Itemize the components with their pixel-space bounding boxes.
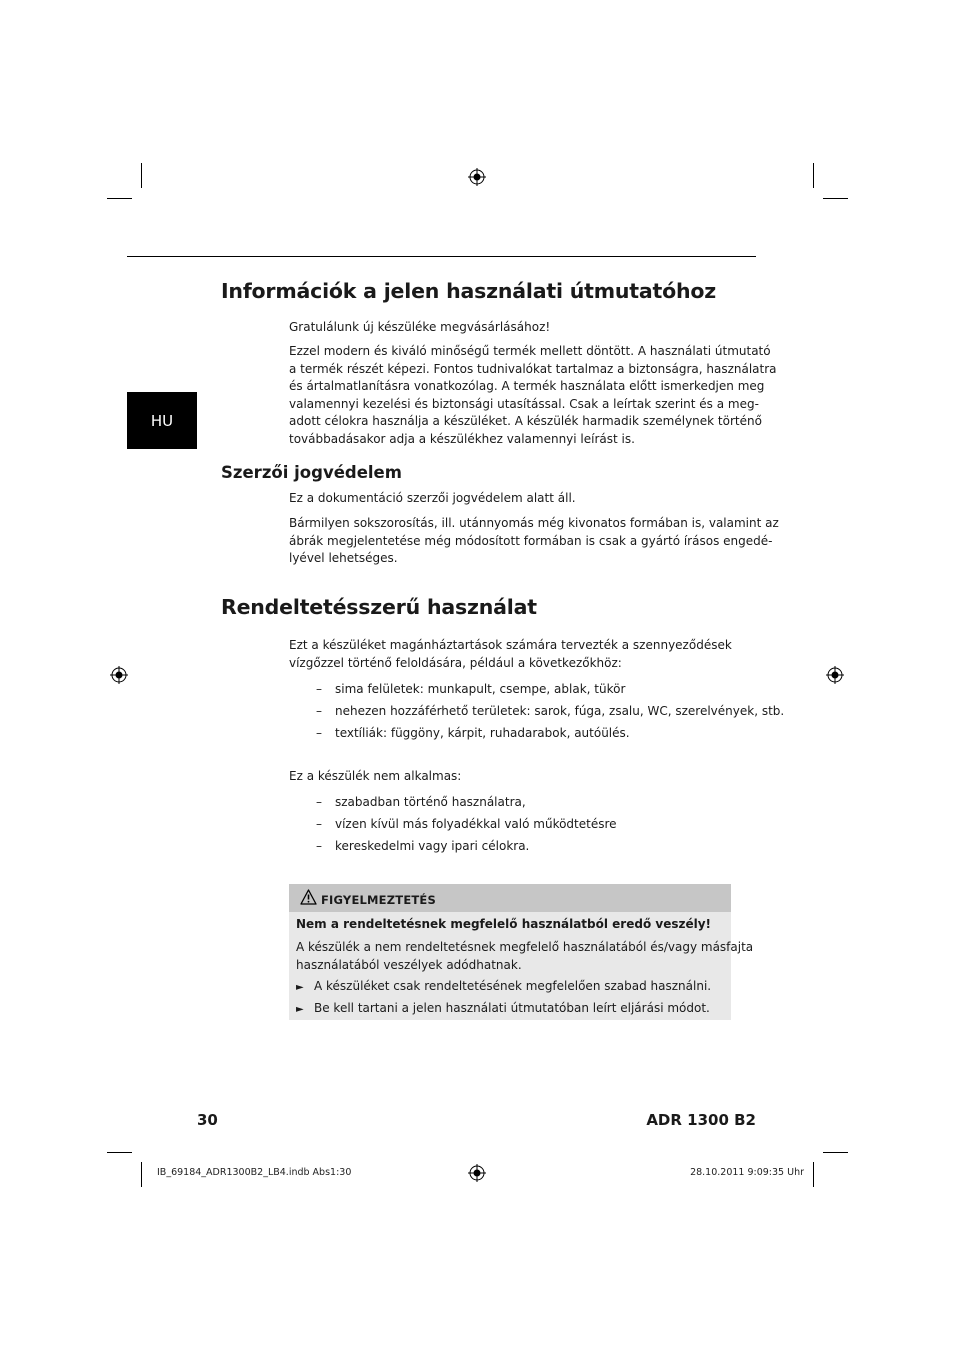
paragraph: Gratulálunk új készüléke megvásárlásához! — [289, 320, 551, 334]
registration-mark-icon — [468, 1164, 486, 1182]
warning-hazard-line: Nem a rendeltetésnek megfelelő használatból eredő veszély! — [296, 917, 712, 931]
crop-mark — [107, 1152, 132, 1153]
text-line: ábrák megjelentetése még módosított formában is csak a gyártó írásos engedé- — [289, 533, 773, 548]
paragraph: Ez a készülék nem alkalmas: — [289, 769, 462, 783]
warning-text-line: használatából veszélyek adódhatnak. — [296, 958, 522, 972]
paragraph: Ez a dokumentáció szerzői jogvédelem alatt áll. — [289, 491, 576, 505]
text-line: vízgőzzel történő feloldására, például a következőkhöz: — [289, 655, 622, 670]
section-heading-info: Információk a jelen használati útmutatóhoz — [221, 279, 717, 303]
crop-mark — [107, 198, 132, 199]
list-item-text: vízen kívül más folyadékkal való működtetésre — [335, 817, 617, 831]
paragraph — [289, 515, 779, 568]
dash-marker: – — [316, 817, 322, 831]
model-name: ADR 1300 B2 — [646, 1111, 756, 1129]
list-item — [316, 681, 625, 699]
list-item — [316, 838, 529, 856]
registration-mark-icon — [468, 168, 486, 186]
warning-triangle-icon — [300, 889, 317, 905]
dash-marker: – — [316, 682, 322, 696]
warning-action — [296, 979, 711, 993]
list-item — [316, 703, 784, 721]
arrow-marker: ► — [296, 1004, 304, 1015]
text-line: és ártalmatlanításra vonatkozólag. A termék használata előtt ismerkedjen meg — [289, 379, 765, 393]
crop-mark — [813, 1162, 814, 1187]
crop-mark — [823, 1152, 848, 1153]
list-item-text: szabadban történő használatra, — [335, 795, 526, 809]
header-rule — [127, 256, 756, 257]
print-slug-date: 28.10.2011 9:09:35 Uhr — [690, 1167, 804, 1178]
warning-label: FIGYELMEZTETÉS — [321, 893, 436, 907]
list-item — [316, 794, 526, 812]
language-tab: HU — [127, 392, 197, 449]
text-line: Bármilyen sokszorosítás, ill. utánnyomás még kivonatos formában is, valamint az — [289, 516, 779, 530]
text-line: valamennyi kezelési és biztonsági utasítással. Csak a leírtak szerint és a meg- — [289, 396, 759, 411]
text-line: Ezt a készüléket magánháztartások számára tervezték a szennyeződések — [289, 638, 732, 652]
list-item-text: textíliák: függöny, kárpit, ruhadarabok, autóülés. — [335, 726, 630, 740]
registration-mark-icon — [826, 666, 844, 684]
warning-action-text: Be kell tartani a jelen használati útmutatóban leírt eljárási módot. — [314, 1001, 710, 1015]
crop-mark — [813, 163, 814, 188]
warning-action — [296, 1001, 710, 1015]
registration-mark-icon — [110, 666, 128, 684]
arrow-marker: ► — [296, 982, 304, 993]
list-item-text: sima felületek: munkapult, csempe, ablak, tükör — [335, 682, 626, 696]
crop-mark — [141, 163, 142, 188]
crop-mark — [141, 1162, 142, 1187]
dash-marker: – — [316, 704, 322, 718]
text-line: adott célokra használja a készüléket. A készülék harmadik személynek történő — [289, 414, 762, 428]
text-line: lyével lehetséges. — [289, 551, 398, 565]
text-line: továbbadásakor adja a készülékhez valamennyi leírást is. — [289, 431, 635, 446]
paragraph — [289, 637, 739, 672]
paragraph — [289, 343, 777, 448]
list-item — [316, 725, 630, 743]
dash-marker: – — [316, 839, 322, 853]
print-slug-file: IB_69184_ADR1300B2_LB4.indb Abs1:30 — [157, 1167, 352, 1178]
list-item-text: nehezen hozzáférhető területek: sarok, fúga, zsalu, WC, szerelvények, stb. — [335, 704, 785, 718]
page-number: 30 — [197, 1111, 218, 1129]
section-heading-copyright: Szerzői jogvédelem — [221, 463, 402, 482]
list-item — [316, 816, 617, 834]
warning-text-line: A készülék a nem rendeltetésnek megfelelő használatából és/vagy másfajta — [296, 940, 754, 954]
section-heading-intended-use: Rendeltetésszerű használat — [221, 595, 537, 619]
warning-box — [289, 884, 754, 1020]
crop-mark — [823, 198, 848, 199]
dash-marker: – — [316, 795, 322, 809]
text-line: a termék részét képezi. Fontos tudnivalókat tartalmaz a biztonságra, használatra — [289, 361, 777, 376]
list-item-text: kereskedelmi vagy ipari célokra. — [335, 839, 530, 853]
dash-marker: – — [316, 726, 322, 740]
text-line: Ezzel modern és kiváló minőségű termék mellett döntött. A használati útmutató — [289, 344, 771, 358]
warning-action-text: A készüléket csak rendeltetésének megfelelően szabad használni. — [314, 979, 712, 993]
warning-header — [289, 884, 731, 912]
